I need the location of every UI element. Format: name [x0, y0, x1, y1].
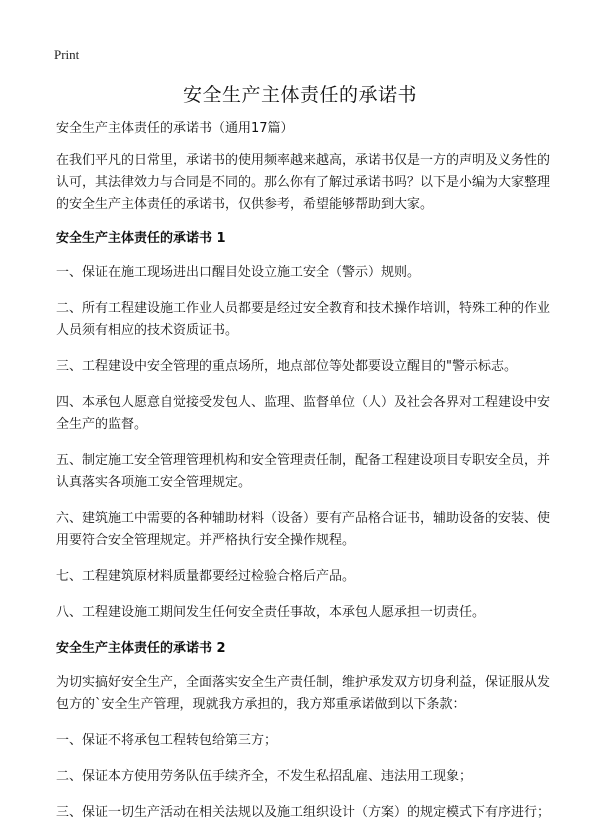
- document-body: [56, 118, 550, 828]
- section-heading: 安全生产主体责任的承诺书 1: [56, 231, 226, 246]
- print-label: Print: [54, 47, 80, 62]
- paragraph: 七、工程建筑原材料质量都要经过检验合格后产品。: [56, 569, 356, 584]
- paragraph: 为切实搞好安全生产，全面落实安全生产责任制，维护承发双方切身利益，保证服从发包方的`安全生产管理，现就我方承担的，我方郑重承诺做到以下条款：: [56, 675, 551, 712]
- paragraph: 一、保证不将承包工程转包给第三方；: [56, 733, 278, 748]
- section-2: [56, 638, 550, 824]
- paragraph: 六、建筑施工中需要的各种辅助材料（设备）要有产品格合证书，辅助设备的安装、使用要符合安全管理规定。并严格执行安全操作规程。: [56, 511, 551, 548]
- intro-paragraph: 在我们平凡的日常里，承诺书的使用频率越来越高，承诺书仅是一方的声明及义务性的认可，其法律效力与合同是不同的。那么你有了解过承诺书吗？以下是小编为大家整理的安全生产主体责任的承诺书，仅供参考，希望能够帮助到大家。: [56, 153, 551, 212]
- paragraph: 五、制定施工安全管理管理机构和安全管理责任制，配备工程建设项目专职安全员，并认真落实各项施工安全管理规定。: [56, 453, 551, 490]
- document-subtitle: 安全生产主体责任的承诺书（通用17篇）: [56, 121, 294, 136]
- paragraph: 四、本承包人愿意自觉接受发包人、监理、监督单位（人）及社会各界对工程建设中安全生产的监督。: [56, 395, 551, 432]
- paragraph: 一、保证在施工现场进出口醒目处设立施工安全（警示）规则。: [56, 265, 421, 280]
- section-1: [56, 228, 550, 624]
- paragraph: 二、所有工程建设施工作业人员都要是经过安全教育和技术操作培训，特殊工种的作业人员须有相应的技术资质证书。: [56, 301, 551, 338]
- paragraph: 八、工程建设施工期间发生任何安全责任事故，本承包人愿承担一切责任。: [56, 605, 486, 620]
- section-heading: 安全生产主体责任的承诺书 2: [56, 641, 226, 656]
- paragraph: 三、保证一切生产活动在相关法规以及施工组织设计（方案）的规定模式下有序进行；: [56, 805, 551, 820]
- page-title: 安全生产主体责任的承诺书: [182, 84, 417, 106]
- paragraph: 二、保证本方使用劳务队伍手续齐全，不发生私招乱雇、违法用工现象；: [56, 769, 473, 784]
- paragraph: 三、工程建设中安全管理的重点场所，地点部位等处都要设立醒目的"警示标志。: [56, 359, 517, 374]
